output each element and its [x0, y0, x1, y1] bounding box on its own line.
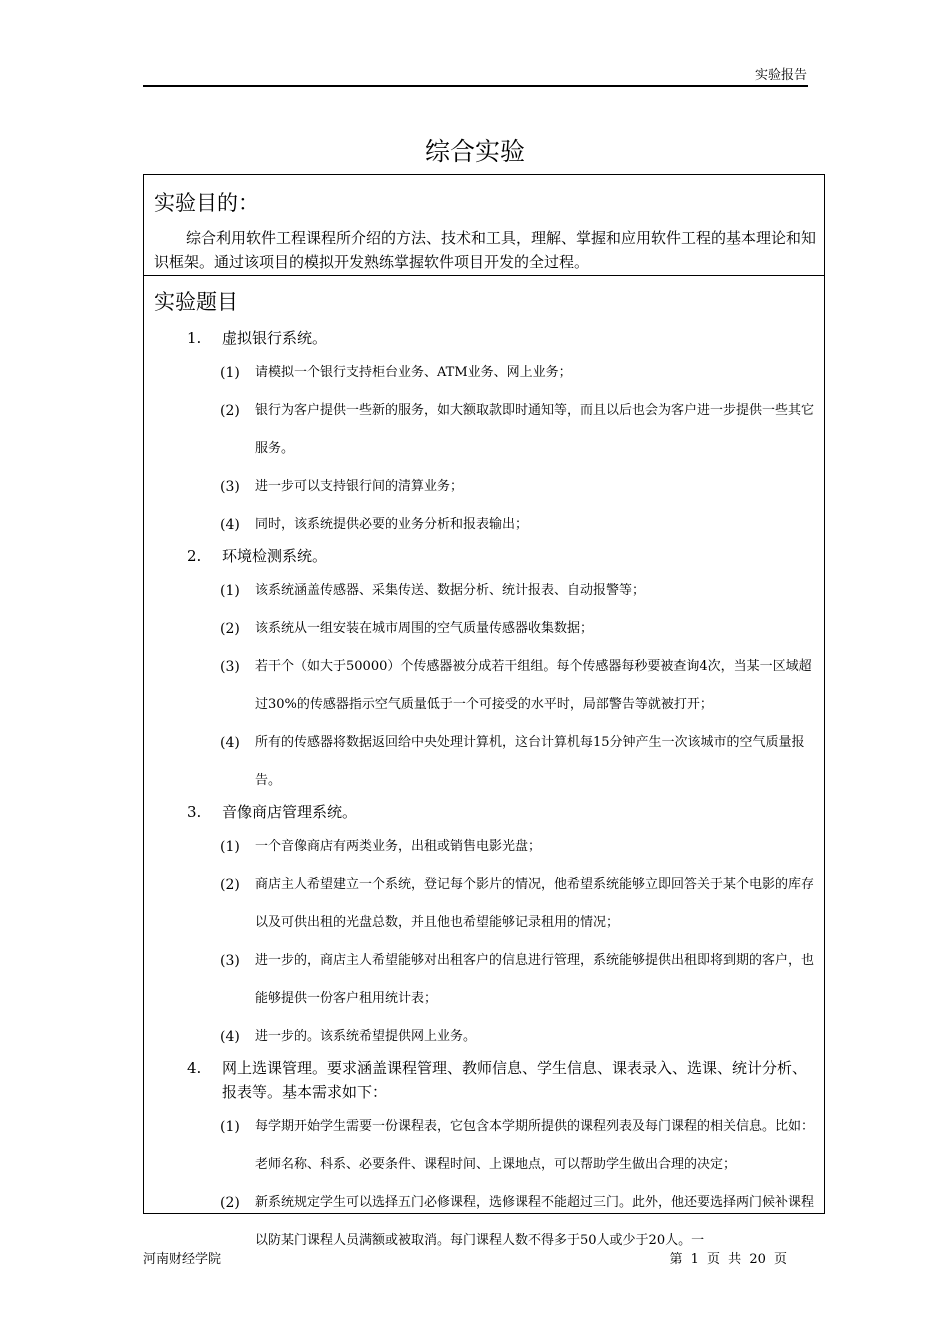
topic-heading: [144, 800, 824, 824]
subitem: [144, 506, 824, 544]
subitem-number: (4): [220, 1029, 240, 1045]
purpose-paragraph: 综合利用软件工程课程所介绍的方法、技术和工具，理解、掌握和应用软件工程的基本理论和知识框架。通过该项目的模拟开发熟练掌握软件项目开发的全过程。: [154, 229, 817, 271]
subitem-number: (2): [220, 877, 240, 893]
topic-heading: [144, 326, 824, 350]
topics-heading: 实验题目: [154, 290, 238, 314]
subitem-number: (1): [220, 839, 240, 855]
subitem-text: 银行为客户提供一些新的服务，如大额取款即时通知等，而且以后也会为客户进一步提供一些其它服务。: [255, 403, 815, 456]
report-table: [143, 174, 825, 1248]
subitem: [144, 468, 824, 506]
subitem: [144, 392, 824, 468]
topic-item: [144, 326, 824, 544]
subitem-text: 该系统涵盖传感器、采集传送、数据分析、统计报表、自动报警等；: [255, 583, 646, 598]
subitem: [144, 648, 824, 724]
subitem-number: (2): [220, 621, 240, 637]
subitem-number: (2): [220, 1195, 240, 1211]
purpose-section: [144, 175, 824, 276]
subitem-text: 新系统规定学生可以选择五门必修课程，选修课程不能超过三门。此外，他还要选择两门候补课程以防某门课程人员满额或被取消。每门课程人数不得多于50人或少于20人。一: [255, 1195, 815, 1248]
subitem-text: 商店主人希望建立一个系统，登记每个影片的情况，他希望系统能够立即回答关于某个电影的库存以及可供出租的光盘总数，并且他也希望能够记录租用的情况；: [255, 877, 815, 930]
subitem-number: (1): [220, 365, 240, 381]
subitem: [144, 1018, 824, 1056]
subitem-number: (4): [220, 735, 240, 751]
topic-number: 4.: [187, 1059, 202, 1077]
subitem-text: 进一步可以支持银行间的清算业务；: [255, 479, 464, 494]
subitem-text: 每学期开始学生需要一份课程表，它包含本学期所提供的课程列表及每门课程的相关信息。比如：老师名称、科系、必要条件、课程时间、上课地点，可以帮助学生做出合理的决定；: [255, 1119, 815, 1172]
topic-list: [144, 326, 824, 1260]
topic-item: [144, 800, 824, 1056]
topic-title: 音像商店管理系统。: [222, 803, 358, 821]
topic-item: [144, 1056, 824, 1260]
header-divider: [143, 85, 808, 87]
subitem: [144, 572, 824, 610]
purpose-heading: 实验目的：: [154, 191, 259, 215]
subitem-number: (1): [220, 1119, 240, 1135]
subitem-number: (1): [220, 583, 240, 599]
subitem: [144, 1108, 824, 1184]
subitem-number: (3): [220, 953, 240, 969]
footer-school: 河南财经学院: [143, 1252, 222, 1267]
topic-number: 3.: [187, 803, 202, 821]
subitem: [144, 866, 824, 942]
subitem-text: 同时，该系统提供必要的业务分析和报表输出；: [255, 517, 529, 532]
subitem-text: 该系统从一组安装在城市周围的空气质量传感器收集数据；: [255, 621, 594, 636]
running-header: 实验报告: [754, 68, 807, 83]
subitem: [144, 942, 824, 1018]
topic-title: 虚拟银行系统。: [222, 329, 328, 347]
subitem-number: (3): [220, 479, 240, 495]
topic-title: 环境检测系统。: [222, 547, 328, 565]
topic-number: 2.: [187, 547, 202, 565]
subitem-number: (2): [220, 403, 240, 419]
subitem: [144, 354, 824, 392]
subitem-text: 一个音像商店有两类业务，出租或销售电影光盘；: [255, 839, 542, 854]
subitem: [144, 828, 824, 866]
topic-heading: [144, 1056, 824, 1104]
subitem: [144, 610, 824, 648]
subitem-number: (3): [220, 659, 240, 675]
subitem-text: 进一步的，商店主人希望能够对出租客户的信息进行管理，系统能够提供出租即将到期的客户，也能够提供一份客户租用统计表；: [255, 953, 815, 1006]
footer-page-number: 第 1 页 共 20 页: [669, 1252, 787, 1267]
subitem-text: 请模拟一个银行支持柜台业务、ATM业务、网上业务；: [255, 365, 572, 380]
subitem: [144, 724, 824, 800]
document-title: 综合实验: [424, 137, 525, 166]
topic-heading: [144, 544, 824, 568]
subitem-text: 进一步的。该系统希望提供网上业务。: [255, 1029, 477, 1044]
topic-item: [144, 544, 824, 800]
subitem-number: (4): [220, 517, 240, 533]
subitem-text: 若干个（如大于50000）个传感器被分成若干组组。每个传感器每秒要被查询4次，当某一区域超过30%的传感器指示空气质量低于一个可接受的水平时，局部警告等就被打开；: [255, 659, 812, 712]
topic-title: 网上选课管理。要求涵盖课程管理、教师信息、学生信息、课表录入、选课、统计分析、报表等。基本需求如下：: [222, 1059, 808, 1101]
topic-number: 1.: [187, 329, 202, 347]
subitem-text: 所有的传感器将数据返回给中央处理计算机，这台计算机每15分钟产生一次该城市的空气质量报告。: [255, 735, 805, 788]
